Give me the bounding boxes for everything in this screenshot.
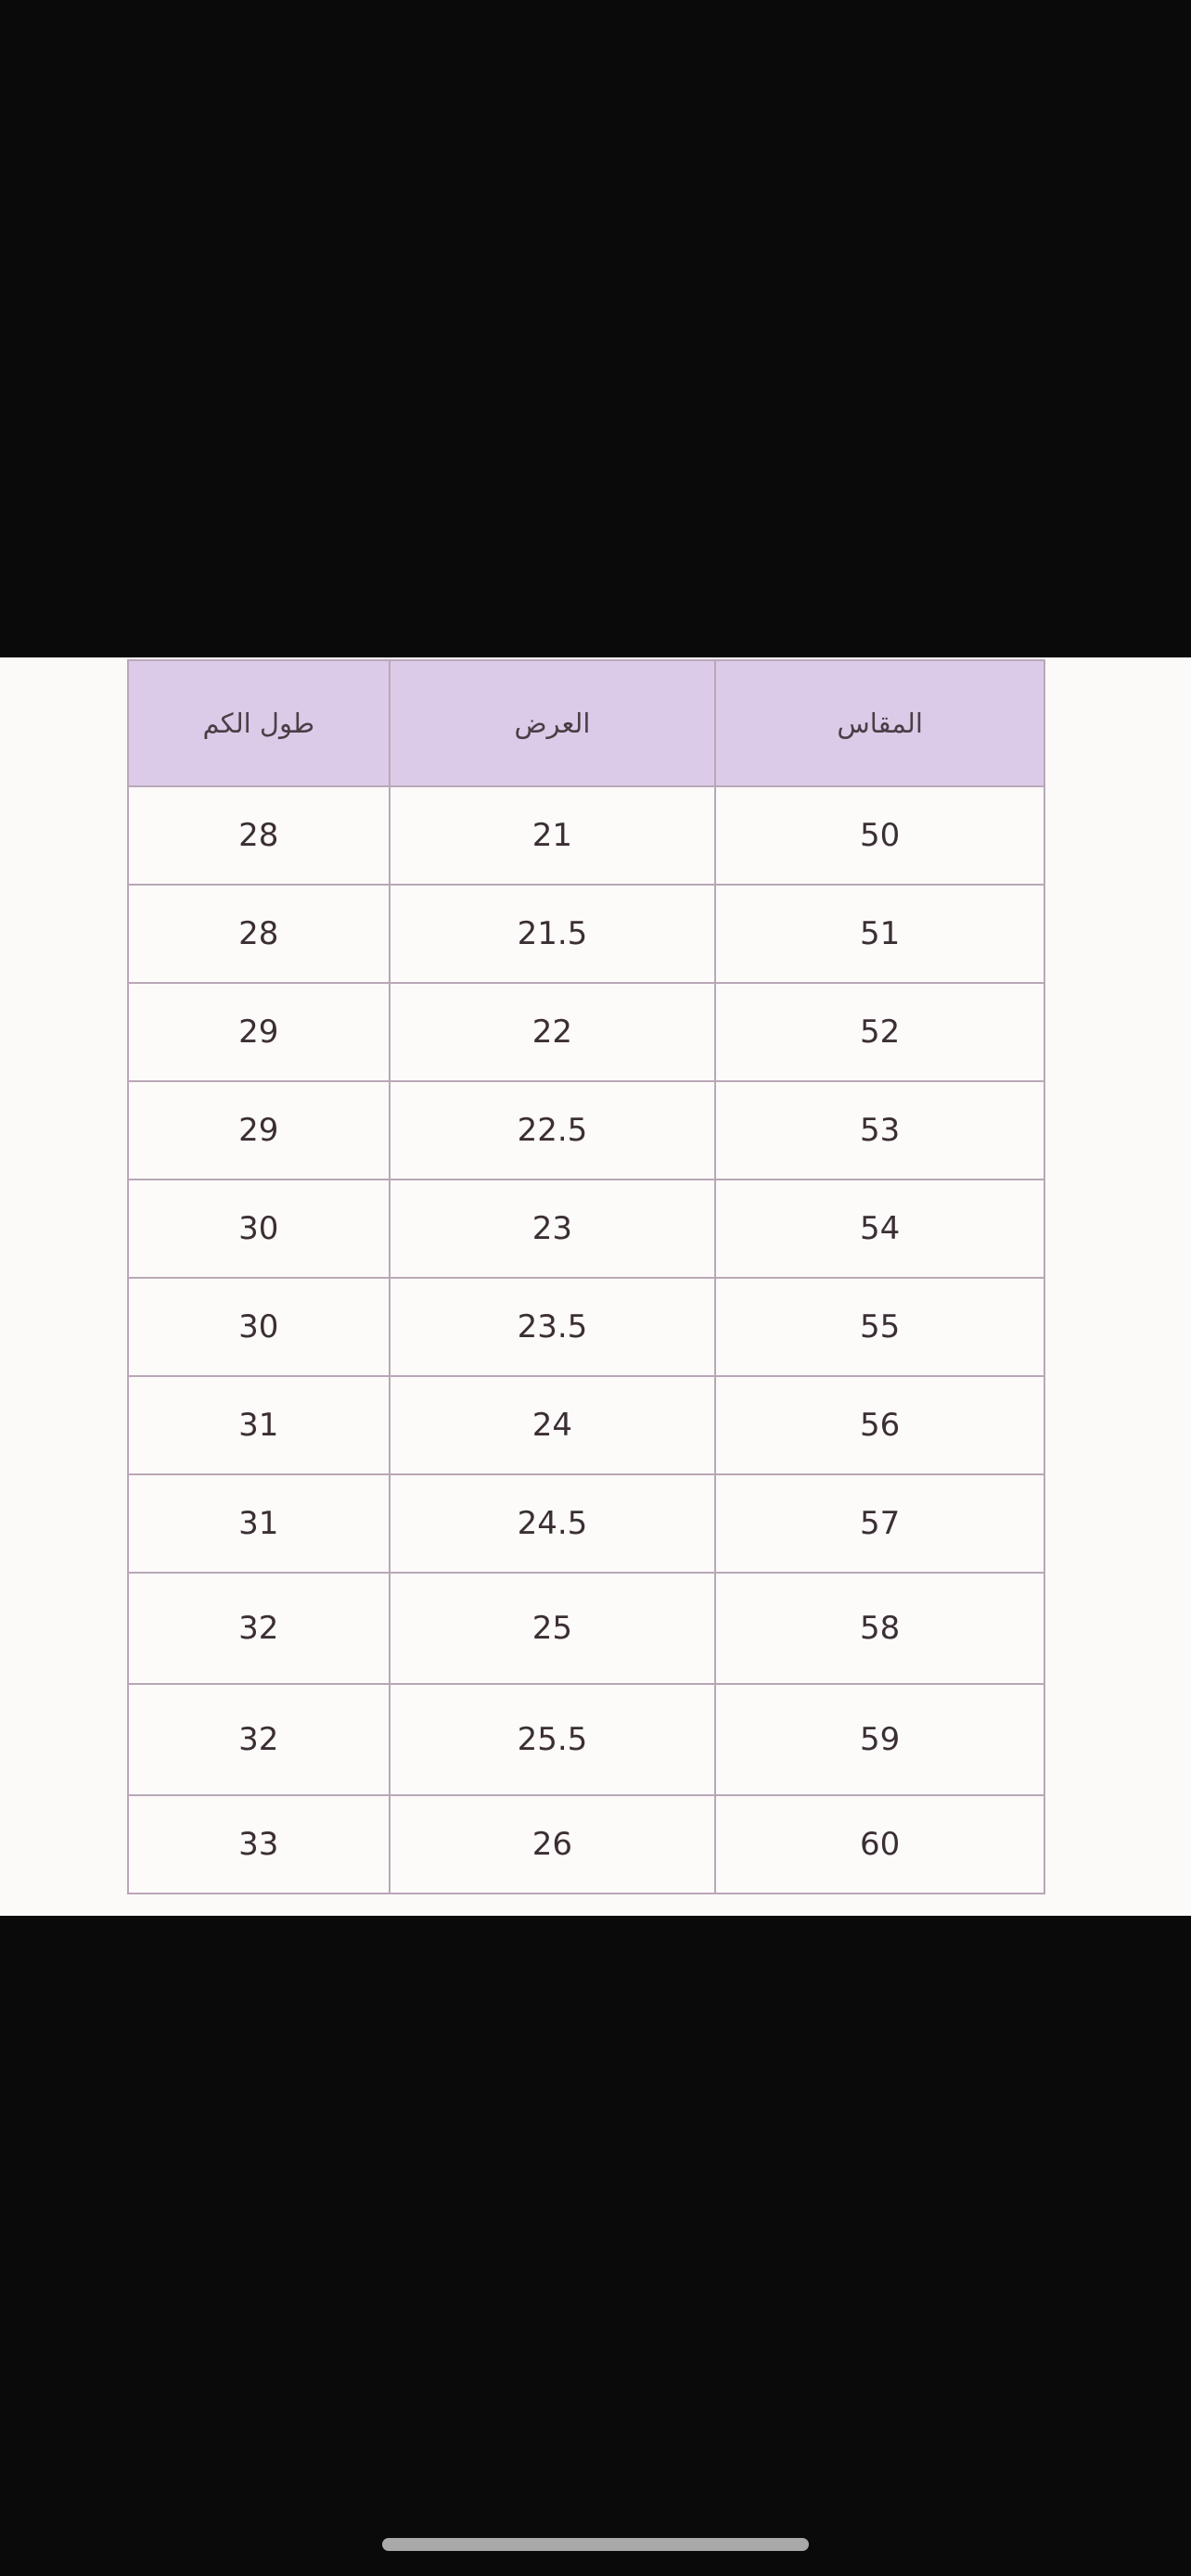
cell-size: 58 bbox=[715, 1573, 1044, 1684]
table-row bbox=[128, 1376, 1044, 1474]
cell-size: 52 bbox=[715, 983, 1044, 1081]
cell-sleeve-length: 31 bbox=[128, 1474, 390, 1573]
top-black-area bbox=[0, 0, 1191, 657]
table-row bbox=[128, 885, 1044, 983]
cell-size: 55 bbox=[715, 1278, 1044, 1376]
cell-sleeve-length: 33 bbox=[128, 1795, 390, 1894]
table-row bbox=[128, 1474, 1044, 1573]
cell-size: 56 bbox=[715, 1376, 1044, 1474]
cell-width: 25 bbox=[390, 1573, 716, 1684]
cell-sleeve-length: 31 bbox=[128, 1376, 390, 1474]
cell-width: 25.5 bbox=[390, 1684, 716, 1795]
bottom-black-area bbox=[0, 1916, 1191, 2576]
cell-width: 22.5 bbox=[390, 1081, 716, 1180]
cell-sleeve-length: 29 bbox=[128, 1081, 390, 1180]
table-row bbox=[128, 1573, 1044, 1684]
cell-width: 24 bbox=[390, 1376, 716, 1474]
table-row bbox=[128, 1684, 1044, 1795]
cell-sleeve-length: 30 bbox=[128, 1180, 390, 1278]
cell-size: 60 bbox=[715, 1795, 1044, 1894]
cell-sleeve-length: 29 bbox=[128, 983, 390, 1081]
size-chart-image bbox=[0, 657, 1191, 1916]
table-row bbox=[128, 1081, 1044, 1180]
cell-width: 21 bbox=[390, 786, 716, 885]
cell-size: 54 bbox=[715, 1180, 1044, 1278]
table-row bbox=[128, 983, 1044, 1081]
cell-size: 51 bbox=[715, 885, 1044, 983]
table-row bbox=[128, 1180, 1044, 1278]
cell-sleeve-length: 30 bbox=[128, 1278, 390, 1376]
cell-size: 50 bbox=[715, 786, 1044, 885]
header-width: العرض bbox=[390, 660, 716, 786]
table-row bbox=[128, 1795, 1044, 1894]
cell-sleeve-length: 32 bbox=[128, 1684, 390, 1795]
cell-width: 21.5 bbox=[390, 885, 716, 983]
cell-width: 23 bbox=[390, 1180, 716, 1278]
cell-width: 22 bbox=[390, 983, 716, 1081]
cell-size: 59 bbox=[715, 1684, 1044, 1795]
home-indicator[interactable] bbox=[382, 2538, 809, 2551]
table-row bbox=[128, 786, 1044, 885]
cell-sleeve-length: 28 bbox=[128, 885, 390, 983]
cell-width: 23.5 bbox=[390, 1278, 716, 1376]
cell-size: 53 bbox=[715, 1081, 1044, 1180]
cell-size: 57 bbox=[715, 1474, 1044, 1573]
cell-width: 26 bbox=[390, 1795, 716, 1894]
cell-width: 24.5 bbox=[390, 1474, 716, 1573]
table-row bbox=[128, 1278, 1044, 1376]
header-size: المقاس bbox=[715, 660, 1044, 786]
table-header-row bbox=[128, 660, 1044, 786]
cell-sleeve-length: 32 bbox=[128, 1573, 390, 1684]
header-sleeve-length: طول الكم bbox=[128, 660, 390, 786]
cell-sleeve-length: 28 bbox=[128, 786, 390, 885]
size-chart-table bbox=[127, 659, 1045, 1894]
